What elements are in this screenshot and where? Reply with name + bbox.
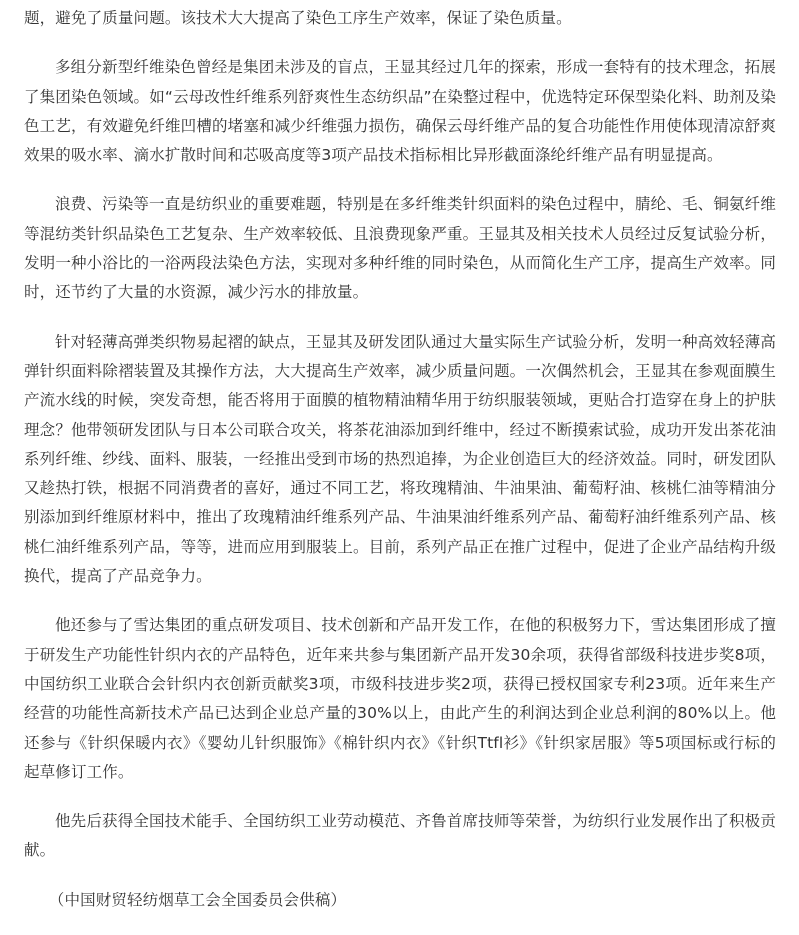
paragraph-4: 针对轻薄高弹类织物易起褶的缺点，王显其及研发团队通过大量实际生产试验分析，发明一种高效轻薄高弹针织面料除褶装置及其操作方法，大大提高生产效率，减少质量问题。一次偶然机会，王显其在参观面膜生产流水线的时候，突发奇想，能否将用于面膜的植物精油精华用于纺织服装领域，更贴合打造穿在身上的护肤理念？他带领研发团队与日本公司联合攻关，将茶花油添加到纤维中，经过不断摸索试验，成功开发出茶花油系列纤维、纱线、面料、服装，一经推出受到市场的热烈追捧，为企业创造巨大的经济效益。同时，研发团队又趁热打铁，根据不同消费者的喜好，通过不同工艺，将玫瑰精油、牛油果油、葡萄籽油、核桃仁油等精油分别添加到纤维原材料中，推出了玫瑰精油纤维系列产品、牛油果油纤维系列产品、葡萄籽油纤维系列产品、核桃仁油纤维系列产品，等等，进而应用到服装上。目前，系列产品正在推广过程中，促进了企业产品结构升级换代，提高了产品竞争力。 xyxy=(24,332,776,586)
article-source: （中国财贸轻纺烟草工会全国委员会供稿） xyxy=(48,890,347,909)
paragraph-6: 他先后获得全国技术能手、全国纺织工业劳动模范、齐鲁首席技师等荣誉，为纺织行业发展作出了积极贡献。 xyxy=(24,812,776,860)
paragraph-2: 多组分新型纤维染色曾经是集团未涉及的盲点，王显其经过几年的探索，形成一套特有的技术理念，拓展了集团染色领域。如“云母改性纤维系列舒爽性生态纺织品”在染整过程中，优选特定环保型染化料、助剂及染色工艺，有效避免纤维凹槽的堵塞和减少纤维强力损伤，确保云母纤维产品的复合功能性作用使体现清凉舒爽效果的吸水率、滴水扩散时间和芯吸高度等3项产品技术指标相比异形截面涤纶纤维产品有明显提高。 xyxy=(24,58,776,165)
article-body xyxy=(24,4,776,935)
paragraph-5: 他还参与了雪达集团的重点研发项目、技术创新和产品开发工作，在他的积极努力下，雪达集团形成了擅于研发生产功能性针织内衣的产品特色，近年来共参与集团新产品开发30余项，获得省部级科技进步奖8项，中国纺织工业联合会针织内衣创新贡献奖3项，市级科技进步奖2项，获得已授权国家专利23项。近年来生产经营的功能性高新技术产品已达到企业总产量的30%以上，由此产生的利润达到企业总利润的80%以上。他还参与《针织保暖内衣》《婴幼儿针织服饰》《棉针织内衣》《针织Ttfl衫》《针织家居服》等5项国标或行标的起草修订工作。 xyxy=(24,616,776,781)
paragraph-1: 题，避免了质量问题。该技术大大提高了染色工序生产效率，保证了染色质量。 xyxy=(24,9,572,27)
paragraph-3: 浪费、污染等一直是纺织业的重要难题，特别是在多纤维类针织面料的染色过程中，腈纶、毛、铜氨纤维等混纺类针织品染色工艺复杂、生产效率较低、且浪费现象严重。王显其及相关技术人员经过反复试验分析，发明一种小浴比的一浴两段法染色方法，实现对多种纤维的同时染色，从而简化生产工序，提高生产效率。同时，还节约了大量的水资源，减少污水的排放量。 xyxy=(24,195,776,302)
